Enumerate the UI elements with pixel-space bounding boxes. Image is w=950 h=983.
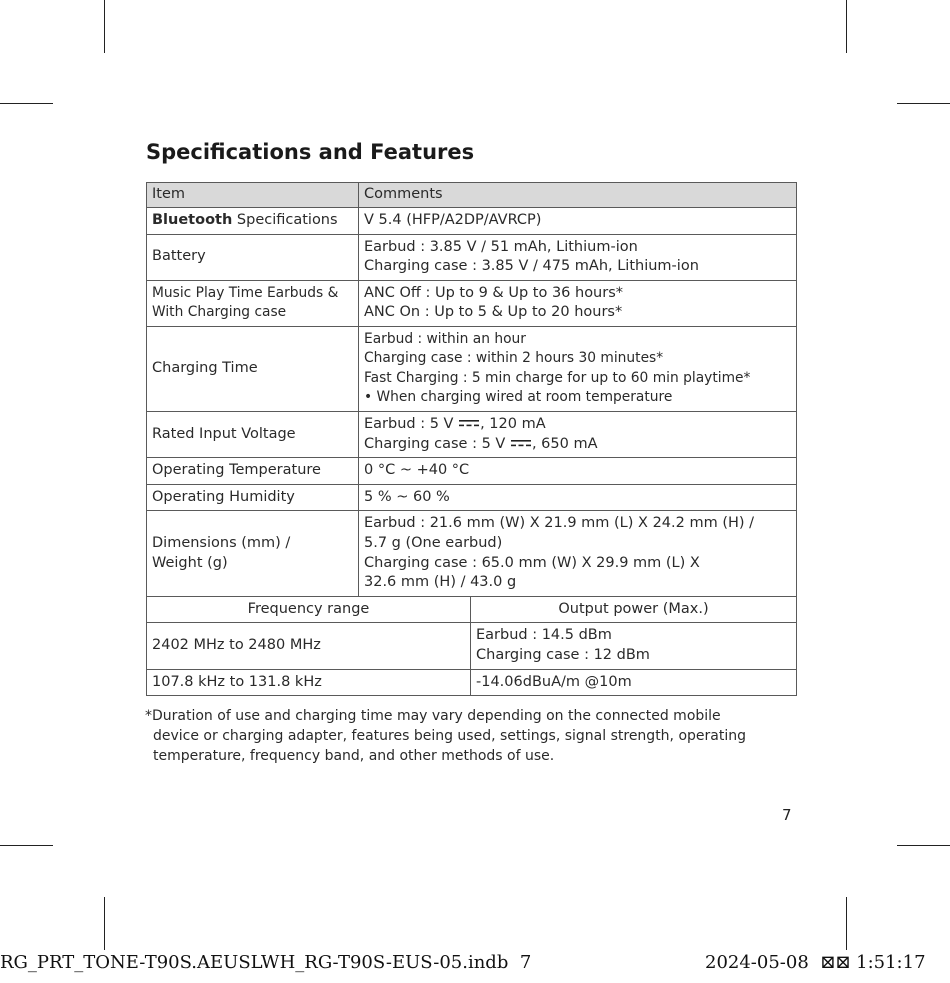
- footnote-line: device or charging adapter, features being used, settings, signal strength, operating: [153, 727, 746, 744]
- row-label: Rated Input Voltage: [147, 411, 359, 457]
- header-frequency-range: Frequency range: [147, 596, 471, 623]
- table-row: [147, 411, 797, 457]
- row-label: Battery: [147, 234, 359, 280]
- crop-mark-right-lower: [897, 845, 950, 846]
- table-row: [147, 484, 797, 511]
- footnote-line: *Duration of use and charging time may vary depending on the connected mobile: [145, 708, 721, 724]
- value-line: Earbud : 14.5 dBm: [476, 627, 612, 644]
- value-text: , 120 mA: [480, 415, 546, 432]
- header-output-power: Output power (Max.): [471, 596, 797, 623]
- value-line: [364, 435, 791, 455]
- frequency-header-row: [147, 596, 797, 623]
- row-value: [359, 208, 797, 235]
- label-line: Dimensions (mm) /: [152, 534, 291, 551]
- value-line: • When charging wired at room temperature: [364, 389, 673, 406]
- slug-page: 7: [519, 952, 532, 973]
- frequency-range-cell: 2402 MHz to 2480 MHz: [147, 623, 471, 669]
- slug-timestamp: [705, 952, 926, 973]
- footnote-line: temperature, frequency band, and other methods of use.: [153, 747, 555, 764]
- slug-date: 2024-05-08: [705, 952, 809, 973]
- value-line: Earbud : 3.85 V / 51 mAh, Lithium-ion: [364, 238, 638, 255]
- dc-current-symbol-icon: [511, 440, 531, 447]
- page-number: 7: [782, 806, 792, 824]
- output-power-cell: [471, 623, 797, 669]
- row-value: [359, 484, 797, 511]
- header-item: Item: [147, 183, 359, 208]
- crop-mark-left-lower: [0, 845, 53, 846]
- table-header-row: [147, 183, 797, 208]
- frequency-range-cell: 107.8 kHz to 131.8 kHz: [147, 669, 471, 696]
- value-text: Charging case : 5 V: [364, 435, 510, 452]
- value-line: ANC On : Up to 5 & Up to 20 hours*: [364, 304, 623, 321]
- row-label: Operating Humidity: [147, 484, 359, 511]
- slug-time: 1:51:17: [856, 952, 926, 973]
- table-row: [147, 458, 797, 485]
- label-line: With Charging case: [152, 304, 287, 321]
- dc-current-symbol-icon: [459, 420, 479, 427]
- specifications-table: [146, 182, 797, 696]
- value-line: 0 °C ~ +40 °C: [364, 462, 470, 479]
- label-line: Weight (g): [152, 554, 228, 571]
- crop-mark-right-upper: [897, 103, 950, 104]
- value-line: Charging case : 3.85 V / 475 mAh, Lithium-ion: [364, 258, 699, 275]
- table-row: [147, 208, 797, 235]
- bluetooth-bold-label: Bluetooth: [152, 212, 233, 228]
- crop-mark-top-right: [846, 0, 847, 53]
- crop-mark-bottom-right: [846, 897, 847, 950]
- page-title: Specifications and Features: [146, 140, 475, 164]
- row-label-rest: Specifications: [232, 212, 338, 228]
- table-row: [147, 234, 797, 280]
- row-value: [359, 280, 797, 326]
- row-label: Operating Temperature: [147, 458, 359, 485]
- slug-glyph: ⊠⊠: [820, 952, 851, 973]
- value-line: -14.06dBuA/m @10m: [476, 673, 632, 690]
- row-value: [359, 326, 797, 411]
- row-value: [359, 458, 797, 485]
- table-row: [147, 669, 797, 696]
- crop-mark-left-upper: [0, 103, 53, 104]
- crop-mark-top-left: [104, 0, 105, 53]
- footnote: [145, 707, 785, 766]
- value-line: Charging case : 65.0 mm (W) X 29.9 mm (L) X: [364, 554, 700, 571]
- value-line: 5.7 g (One earbud): [364, 534, 503, 551]
- value-line: Fast Charging : 5 min charge for up to 60 min playtime*: [364, 369, 751, 386]
- row-label: [147, 511, 359, 596]
- value-text: , 650 mA: [531, 435, 598, 452]
- table-row: [147, 623, 797, 669]
- value-line: 32.6 mm (H) / 43.0 g: [364, 574, 517, 591]
- value-line: Earbud : within an hour: [364, 330, 526, 347]
- slug-file-name: [0, 952, 531, 973]
- value-line: 5 % ~ 60 %: [364, 488, 450, 505]
- crop-mark-bottom-left: [104, 897, 105, 950]
- row-label: [147, 208, 359, 235]
- table-row: [147, 280, 797, 326]
- value-line: Earbud : 21.6 mm (W) X 21.9 mm (L) X 24.2 mm (H) /: [364, 515, 755, 532]
- value-line: V 5.4 (HFP/A2DP/AVRCP): [364, 212, 542, 228]
- value-line: [364, 415, 791, 435]
- row-value: [359, 234, 797, 280]
- value-line: Charging case : 12 dBm: [476, 646, 650, 663]
- slug-file: RG_PRT_TONE-T90S.AEUSLWH_RG-T90S-EUS-05.indb: [0, 952, 509, 973]
- value-line: ANC Off : Up to 9 & Up to 36 hours*: [364, 284, 624, 301]
- label-line: Music Play Time Earbuds &: [152, 284, 339, 301]
- row-value: [359, 411, 797, 457]
- value-text: Earbud : 5 V: [364, 415, 459, 432]
- table-row: [147, 511, 797, 596]
- row-label: Charging Time: [147, 326, 359, 411]
- output-power-cell: [471, 669, 797, 696]
- table-row: [147, 326, 797, 411]
- header-comments: Comments: [359, 183, 797, 208]
- value-line: Charging case : within 2 hours 30 minutes*: [364, 350, 664, 367]
- row-label: [147, 280, 359, 326]
- row-value: [359, 511, 797, 596]
